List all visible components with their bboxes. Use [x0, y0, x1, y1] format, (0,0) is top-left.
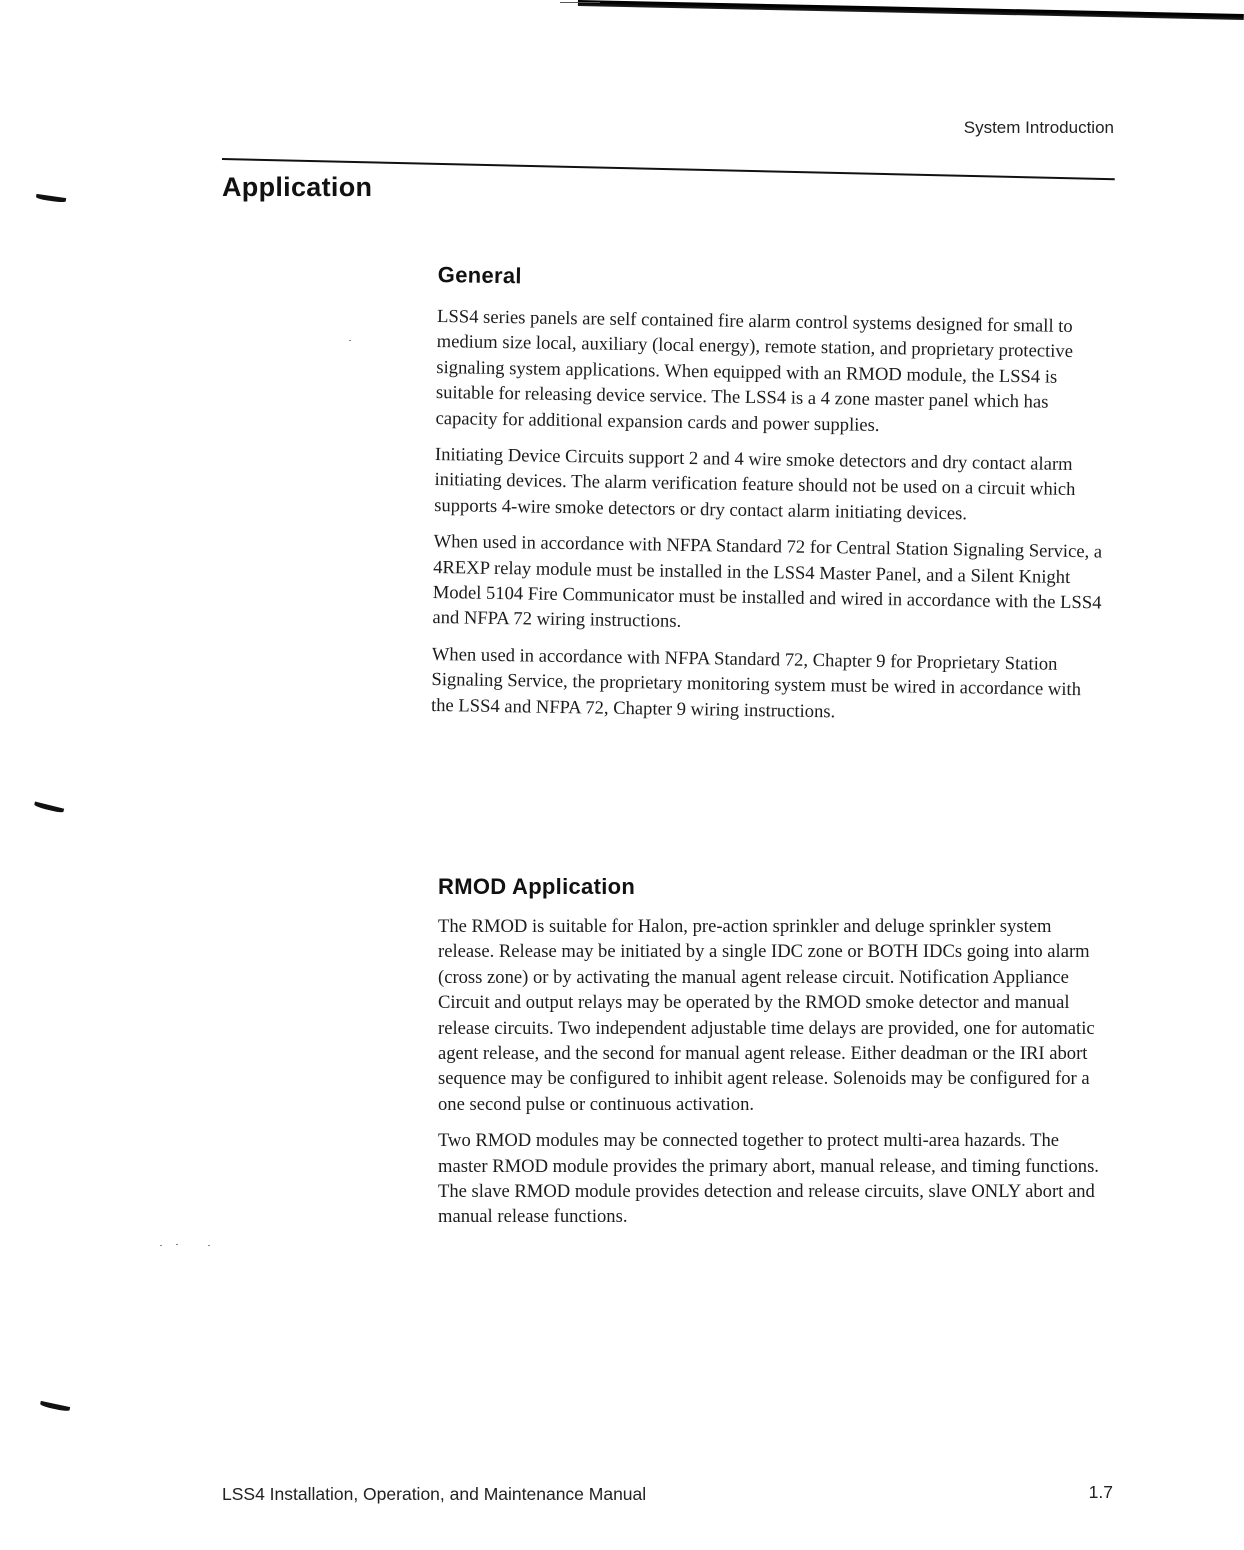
scan-speck — [160, 1245, 162, 1246]
footer-manual-title: LSS4 Installation, Operation, and Maintenance Manual — [222, 1484, 647, 1504]
general-section — [431, 262, 1110, 740]
scan-speck — [208, 1245, 210, 1246]
margin-tick-mark — [34, 801, 64, 813]
footer-page-number: 1.7 — [1088, 1482, 1113, 1502]
running-head: System Introduction — [963, 118, 1114, 137]
scan-speck — [349, 340, 351, 341]
rmod-section — [438, 874, 1110, 1241]
margin-tick-mark — [36, 194, 66, 203]
general-paragraph: LSS4 series panels are self contained fire alarm control systems designed for small to medium size local, auxiliary (local energy), remote station, and proprietary protective signaling system applications. When equipped with an RMOD module, the LSS4 is suitable for releasing device service. The LSS4 is a 4 zone master panel which has capacity for additional expansion cards and power supplies. — [435, 305, 1074, 436]
rmod-heading: RMOD Application — [438, 874, 636, 899]
general-heading: General — [437, 262, 523, 289]
scan-edge-bar — [578, 0, 1244, 20]
general-paragraph: When used in accordance with NFPA Standard 72, Chapter 9 for Proprietary Station Signaling Service, the proprietary monitoring system must be wired in accordance with the LSS4 and NFPA 72, Chapter 9 wiring instructions. — [430, 643, 1082, 722]
general-paragraph: Initiating Device Circuits support 2 and 4 wire smoke detectors and dry contact alarm initiating devices. The alarm verification feature should not be used on a circuit which supports 4-wire smoke detectors or dry contact alarm initiating devices. — [434, 444, 1076, 525]
scan-edge-line — [560, 2, 600, 3]
rmod-paragraph: The RMOD is suitable for Halon, pre-action sprinkler and deluge sprinkler system release. Release may be initiated by a single IDC zone or BOTH IDCs going into alarm (cross zone) or by activating the manual agent release circuit. Notification Appliance Circuit and output relays may be operated by the RMOD smoke detector and manual release circuits. Two independent adjustable time delays are provided, one for automatic agent release, and the second for manual agent release. Either deadman or the IRI abort sequence may be configured to inhibit agent release. Solenoids may be configured for a one second pulse or continuous activation. — [438, 916, 1095, 1115]
scan-speck — [176, 1244, 178, 1245]
rmod-paragraph: Two RMOD modules may be connected together to protect multi-area hazards. The master RMOD module provides the primary abort, manual release, and timing functions. The slave RMOD module provides detection and release circuits, slave ONLY abort and manual release functions. — [438, 1130, 1099, 1228]
section-title: Application — [222, 172, 373, 202]
general-paragraph: When used in accordance with NFPA Standard 72 for Central Station Signaling Service, a 4REXP relay module must be installed in the LSS4 Master Panel, and a Silent Knight Model 5104 Fire Communicator must be installed and wired in accordance with the LSS4 and NFPA 72 wiring instructions. — [432, 531, 1103, 633]
margin-tick-mark — [40, 1401, 70, 1412]
